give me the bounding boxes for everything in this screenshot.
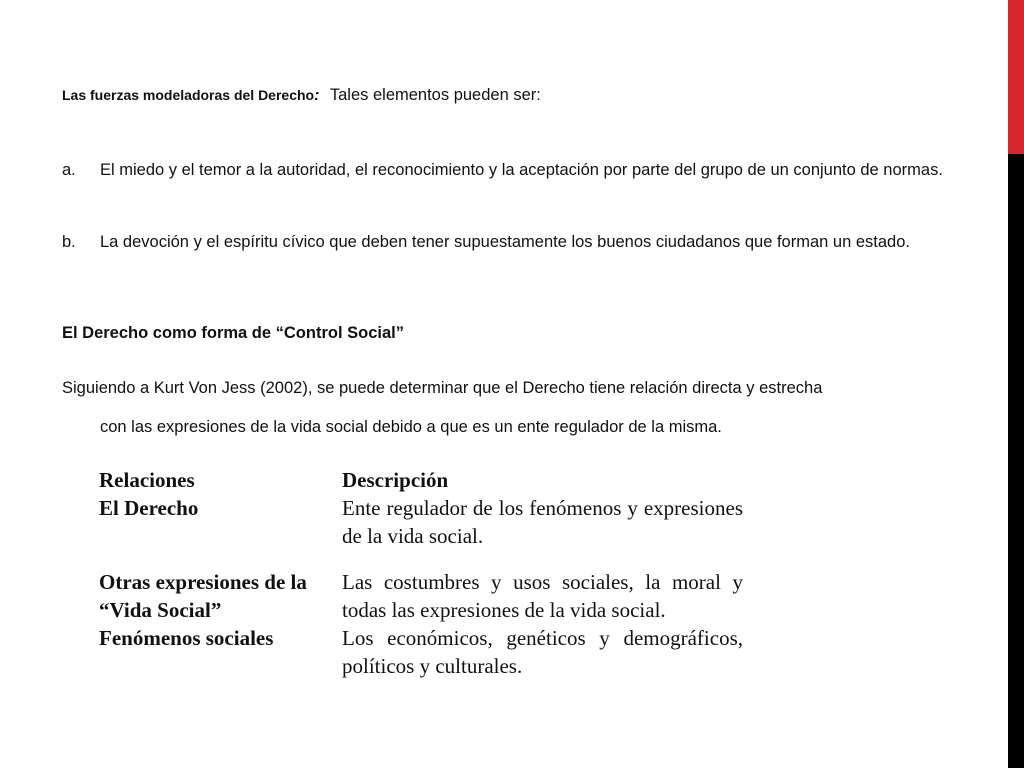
relations-table	[99, 466, 743, 680]
table-row	[99, 494, 743, 550]
list-item-text: La devoción y el espíritu cívico que deben tener supuestamente los buenos ciudadanos que forman un estado.	[100, 233, 910, 251]
table-cell-relacion: El Derecho	[99, 496, 199, 520]
table-header-relaciones: Relaciones	[99, 468, 195, 492]
intro-line	[62, 86, 962, 105]
section-heading: El Derecho como forma de “Control Social”	[62, 324, 404, 342]
list-item	[62, 229, 978, 255]
intro-bold-text: Las fuerzas modeladoras del Derecho	[62, 87, 315, 103]
intro-rest-text: Tales elementos pueden ser:	[329, 86, 541, 104]
table-cell-relacion: Otras expresiones de la “Vida Social”	[99, 570, 307, 622]
table-cell-descripcion: Las costumbres y usos sociales, la moral y todas las expresiones de la vida social.	[342, 570, 743, 622]
table-header-row	[99, 466, 743, 494]
accent-bar-black	[1008, 154, 1024, 768]
table-cell-relacion: Fenómenos sociales	[99, 626, 274, 650]
table-cell-descripcion: Ente regulador de los fenómenos y expresiones de la vida social.	[342, 496, 743, 548]
accent-bar-red	[1008, 0, 1024, 154]
list-item-text: El miedo y el temor a la autoridad, el reconocimiento y la aceptación por parte del grupo de un conjunto de normas.	[100, 161, 943, 179]
table-header-descripcion: Descripción	[342, 468, 449, 492]
table-row	[99, 624, 743, 680]
list-item	[62, 157, 978, 183]
list-marker: a.	[62, 161, 76, 179]
table-cell-descripcion: Los económicos, genéticos y demográficos, políticos y culturales.	[342, 626, 743, 678]
intro-colon: :	[314, 87, 320, 104]
table-row	[99, 568, 743, 624]
paragraph-line-1: Siguiendo a Kurt Von Jess (2002), se puede determinar que el Derecho tiene relación directa y estrecha	[62, 379, 823, 397]
table-gap	[99, 550, 743, 568]
paragraph-line-2: con las expresiones de la vida social debido a que es un ente regulador de la misma.	[100, 418, 722, 436]
list-marker: b.	[62, 233, 76, 251]
